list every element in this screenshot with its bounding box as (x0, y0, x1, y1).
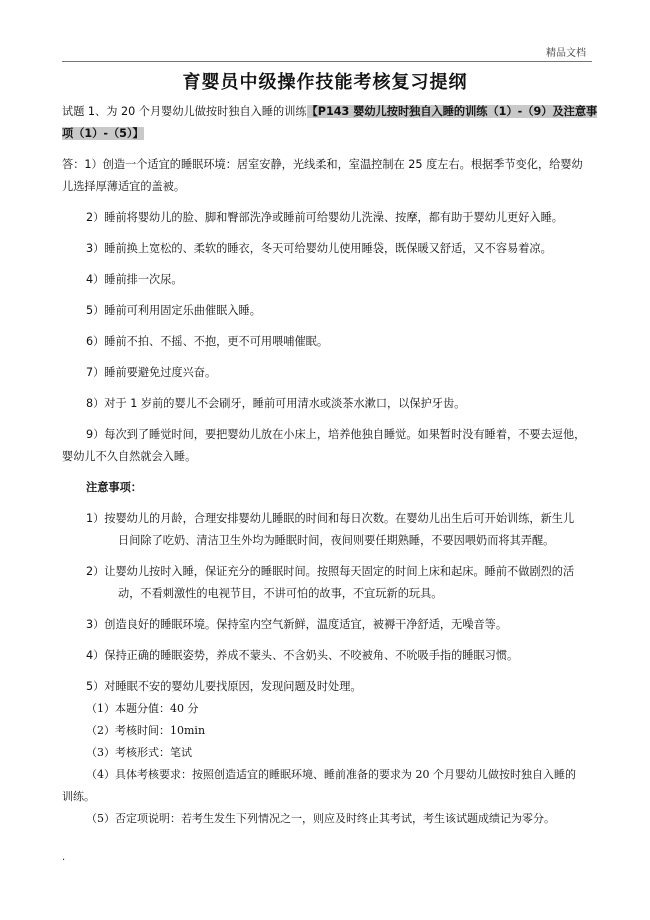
header-label: 精品文档 (546, 48, 586, 59)
question-line-1 (62, 101, 598, 123)
answer-item-9-line-1: 9）每次到了睡觉时间，要把婴幼儿放在小床上，培养他独自睡觉。如果暂时没有睡着，不要去逗他， (86, 428, 586, 441)
exam-requirement-line-2: 训练。 (62, 790, 95, 803)
exam-requirement-line-1: （4）具体考核要求：按照创造适宜的睡眠环境、睡前准备的要求为 20 个月婴幼儿做按时独自入睡的 (86, 768, 576, 781)
question-reference-highlight-cont: 项（1）-（5）】 (62, 127, 144, 140)
answer-item: 4）睡前排一次尿。 (86, 273, 183, 286)
page-title: 育婴员中级操作技能考核复习提纲 (182, 72, 468, 93)
answer-item: 5）睡前可利用固定乐曲催眠入睡。 (86, 304, 261, 317)
note-2-line-2: 动，不看刺激性的电视节目，不讲可怕的故事，不宜玩新的玩具。 (118, 587, 443, 600)
note-4: 4）保持正确的睡眠姿势，养成不蒙头、不含奶头、不咬被角、不吮吸手指的睡眠习惯。 (86, 649, 519, 662)
exam-score: （1）本题分值：40 分 (86, 702, 199, 715)
note-1-line-1: 1）按婴幼儿的月龄，合理安排婴幼儿睡眠的时间和每日次数。在婴幼儿出生后可开始训练，新生儿 (86, 512, 575, 525)
answer-item: 7）睡前要避免过度兴奋。 (86, 366, 217, 379)
question-line-2 (62, 123, 592, 145)
exam-veto: （5）否定项说明：若考生发生下列情况之一，则应及时终止其考试，考生该试题成绩记为零分。 (86, 812, 555, 825)
notes-heading: 注意事项： (86, 481, 142, 494)
note-1-line-2: 日间除了吃奶、清洁卫生外均为睡眠时间，夜间则要任期熟睡，不要因喂奶而将其弄醒。 (118, 534, 555, 547)
note-3: 3）创造良好的睡眠环境。保持室内空气新鲜，温度适宜，被褥干净舒适，无噪音等。 (86, 618, 508, 631)
exam-form: （3）考核形式：笔试 (86, 746, 192, 759)
answer-item-9-line-2: 婴幼儿不久自然就会入睡。 (62, 450, 197, 463)
answer-intro-line-2: 儿选择厚薄适宜的盖被。 (62, 180, 186, 193)
answer-item: 8）对于 1 岁前的婴儿不会刷牙，睡前可用清水或淡茶水漱口，以保护牙齿。 (86, 397, 466, 410)
answer-item: 3）睡前换上宽松的、柔软的睡衣，冬天可给婴幼儿使用睡袋，既保暖又舒适，又不容易着凉。 (86, 242, 552, 255)
question-prefix: 试题 1、为 20 个月婴幼儿做按时独自入睡的训练 (62, 105, 307, 118)
answer-intro-line-1: 答：1）创造一个适宜的睡眠环境：居室安静，光线柔和，室温控制在 25 度左右。根据季节变化，给婴幼 (62, 158, 583, 171)
answer-item: 2）睡前将婴幼儿的脸、脚和臀部洗净或睡前可给婴幼儿洗澡、按摩，都有助于婴幼儿更好入睡。 (86, 211, 563, 224)
footer-mark: . (62, 852, 66, 863)
exam-time: （2）考核时间：10min (86, 724, 206, 737)
note-2-line-1: 2）让婴幼儿按时入睡，保证充分的睡眠时间。按照每天固定的时间上床和起床。睡前不做剧烈的活 (86, 565, 575, 578)
answer-item: 6）睡前不拍、不摇、不抱，更不可用喂哺催眠。 (86, 335, 329, 348)
header-divider (62, 61, 592, 62)
question-reference-highlight: 【P143 婴幼儿按时独自入睡的训练（1）-（9）及注意事 (306, 105, 598, 118)
note-5: 5）对睡眠不安的婴幼儿要找原因，发现问题及时处理。 (86, 680, 362, 693)
